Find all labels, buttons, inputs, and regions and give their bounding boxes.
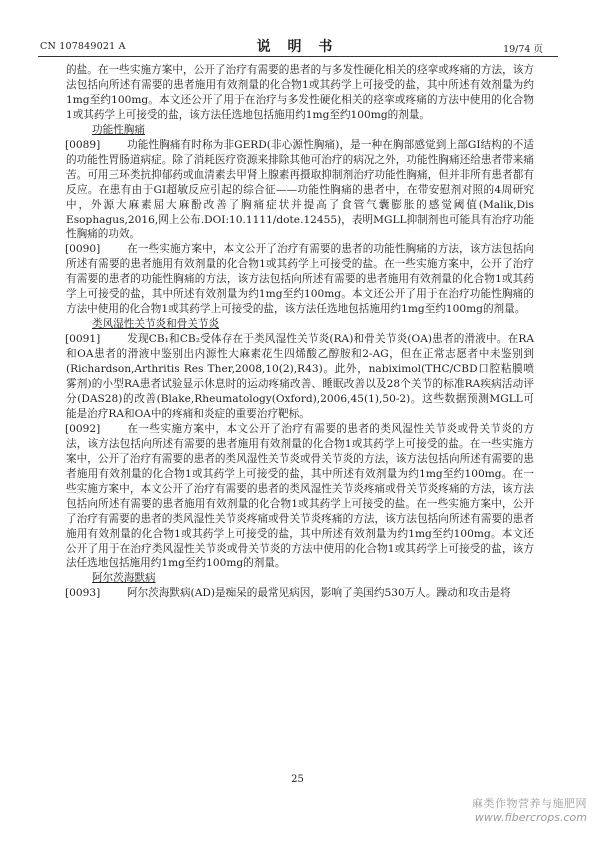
section-heading-text: 类风湿性关节炎和骨关节炎 [92, 318, 220, 331]
document-body [66, 63, 534, 601]
paragraph-0090 [66, 242, 534, 317]
watermark-url: www.fibercrops.com [474, 811, 587, 824]
section-heading-text: 功能性胸痛 [92, 123, 145, 136]
paragraph-0093 [66, 586, 534, 601]
section-heading [66, 317, 534, 332]
watermark [472, 795, 587, 824]
watermark-site-name: 麻类作物营养与施肥网 [472, 797, 587, 810]
section-heading [66, 123, 534, 138]
paragraph-text: 在一些实施方案中，本文公开了治疗有需要的患者的类风湿性关节炎或骨关节炎的方法，该方法包括向所述有需要的患者施用有效剂量的化合物1或其药学上可接受的盐。在一些实施方案中，公开了治疗有需要的患者的类风湿性关节炎或骨关节炎的方法，该方法包括向所述有需要的患者施用有效剂量的化合物1或其药学上可接受的盐，其中所述有效剂量为约1mg至约100mg。在一些实施方案中，本文公开了治疗有需要的患者的类风湿性关节炎疼痛或骨关节炎疼痛的方法，该方法包括向所述有需要的患者施用有效剂量的化合物1或其药学上可接受的盐。在一些实施方案中，公开了治疗有需要的患者的类风湿性关节炎疼痛或骨关节炎疼痛的方法，该方法包括向所述有需要的患者施用有效剂量的化合物1或其药学上可接受的盐，其中所述有效剂量为约1mg至约100mg。本文还公开了用于在治疗类风湿性关节炎或骨关节炎的方法中使用的化合物1或其药学上可接受的盐，该方法任选地包括施用约1mg至约100mg的剂量。 [66, 422, 534, 570]
paragraph-number: [0092] [65, 422, 101, 435]
page-counter: 19/74 页 [503, 44, 543, 55]
paragraph-0091 [66, 332, 534, 422]
page-title: 说 明 书 [256, 39, 339, 55]
paragraph-number: [0089] [65, 138, 101, 151]
paragraph-number: [0093] [65, 587, 101, 600]
page-number: 25 [291, 774, 304, 785]
paragraph-text: 发现CB₁和CB₂受体存在于类风湿性关节炎(RA)和骨关节炎(OA)患者的滑液中。在RA和OA患者的滑液中鉴别出内源性大麻素花生四烯酸乙醇胺和2-AG，但在正常志愿者中未鉴别到(Richardson,Arthritis Res Ther,2008,10(2),R43)。此外，nabiximol(THC/CBD口腔粘膜喷雾剂)的小型RA患者试验显示休息时的运动疼痛改善、睡眠改善以及28个关节的标准RA疾病活动评分(DAS28)的改善(Blake,Rheumatology(Oxford),2006,45(1),50-2)。这些数据预测MGLL可能是治疗RA和OA中的疼痛和炎症的重要治疗靶标。 [66, 333, 534, 420]
paragraph-0089 [66, 138, 534, 243]
section-heading-text: 阿尔茨海默病 [92, 572, 156, 585]
doc-number: CN 107849021 A [40, 41, 126, 52]
paragraph-number: [0090] [65, 243, 101, 256]
paragraph-0092 [66, 422, 534, 572]
paragraph-text: 阿尔茨海默病(AD)是痴呆的最常见病因，影响了美国约530万人。躁动和攻击是将 [127, 587, 511, 600]
header-divider [38, 56, 558, 57]
paragraph-text: 功能性胸痛有时称为非GERD(非心源性胸痛)，是一种在胸部感觉到上部GI结构的不适的功能性胃肠道病症。除了消耗医疗资源来排除其他可治疗的病况之外，功能性胸痛还给患者带来痛苦。可用三环类抗抑郁药或血清素去甲肾上腺素再摄取抑制剂治疗功能性胸痛，但并非所有患者都有反应。在患有由于GI超敏反应引起的综合征——功能性胸痛的患者中，在带安慰剂对照的4周研究中，外源大麻素屈大麻酚改善了胸痛症状并提高了食管气囊膨胀的感觉阈值(Malik,Dis Esophagus,2016,网上公布.DOI:10.1111/dote.12455)，表明MGLL抑制剂也可能具有治疗功能性胸痛的功效。 [66, 138, 534, 241]
paragraph-text: 在一些实施方案中，本文公开了治疗有需要的患者的功能性胸痛的方法，该方法包括向所述有需要的患者施用有效剂量的化合物1或其药学上可接受的盐。在一些实施方案中，公开了治疗有需要的患者的功能性胸痛的方法，该方法包括向所述有需要的患者施用有效剂量的化合物1或其药学上可接受的盐，其中所述有效剂量为约1mg至约100mg。本文还公开了用于在治疗功能性胸痛的方法中使用的化合物1或其药学上可接受的盐，该方法任选地包括施用约1mg至约100mg的剂量。 [66, 243, 534, 316]
paragraph-continuation: 的盐。在一些实施方案中，公开了治疗有需要的患者的与多发性硬化相关的痉挛或疼痛的方法，该方法包括向所述有需要的患者施用有效剂量的化合物1或其药学上可接受的盐，其中所述有效剂量为约1mg至约100mg。本文还公开了用于在治疗与多发性硬化相关的痉挛或疼痛的方法中使用的化合物1或其药学上可接受的盐，该方法任选地包括施用约1mg至约100mg的剂量。 [66, 64, 534, 121]
paragraph-number: [0091] [65, 333, 101, 346]
section-heading [66, 571, 534, 586]
